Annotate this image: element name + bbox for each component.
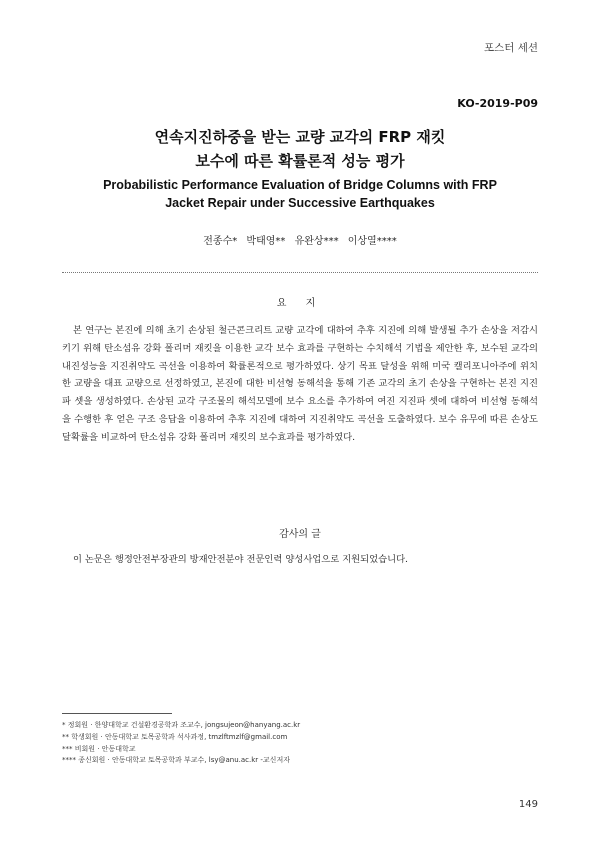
footnote-item: ** 학생회원 · 안동대학교 토목공학과 석사과정, tmzlftmzlf@gmail.com	[62, 732, 288, 741]
title-korean-line1: 연속지진하중을 받는 교량 교각의 FRP 재킷	[154, 128, 446, 146]
title-english-line1: Probabilistic Performance Evaluation of Bridge Columns with FRP	[103, 178, 497, 192]
footnote-item: **** 종신회원 · 안동대학교 토목공학과 부교수, lsy@anu.ac.kr -교신저자	[62, 756, 290, 765]
footnote-rule	[62, 713, 172, 714]
footnotes	[62, 720, 538, 767]
section-label: 포스터 세션	[483, 42, 538, 54]
page-number: 149	[518, 799, 538, 810]
acknowledgement-body: 이 논문은 행정안전부장관의 방재안전분야 전문인력 양성사업으로 지원되었습니다.	[73, 554, 409, 565]
abstract-heading: 요 지	[276, 298, 324, 309]
abstract-body: 본 연구는 본진에 의해 초기 손상된 철근콘크리트 교량 교각에 대하여 추후 지진에 의해 발생될 추가 손상을 저감시키기 위해 탄소섬유 강화 폴리머 재킷을 이용한 교각 보수 효과를 구현하는 수치해석 기법을 제안한 후, 보수된 교각의 내진성능을 지진취약도 곡선을 이용하여 확률론적으로 평가하였다. 상기 목표 달성을 위해 미국 캘리포니아주에 위치한 교량을 대표 교량으로 선정하였고, 본진에 대한 비선형 동해석을 통해 기존 교각의 초기 손상을 구현하는 본진 지진파 셋을 생성하였다. 손상된 교각 구조물의 해석모델에 보수 요소를 추가하여 여진 지진파 셋에 대하여 비선형 동해석을 수행한 후 얻은 구조 응답을 이용하여 추후 지진에 대하여 지진취약도 곡선을 도출하였다. 보수 유무에 따른 손상도달확률을 비교하여 탄소섬유 강화 폴리머 재킷의 보수효과를 평가하였다.	[62, 325, 538, 443]
divider	[62, 272, 538, 273]
title-english-line2: Jacket Repair under Successive Earthquakes	[165, 196, 435, 210]
footnote-item: * 정회원 · 한양대학교 건설환경공학과 조교수, jongsujeon@hanyang.ac.kr	[62, 721, 301, 729]
paper-code: KO-2019-P09	[457, 97, 538, 110]
title-korean-line2: 보수에 따른 확률론적 성능 평가	[195, 152, 405, 170]
footnote-item: *** 비회원 · 안동대학교	[62, 744, 136, 753]
acknowledgement-heading: 감사의 글	[279, 529, 321, 540]
authors: 전종수* 박태영** 유완상*** 이상열****	[203, 236, 397, 247]
